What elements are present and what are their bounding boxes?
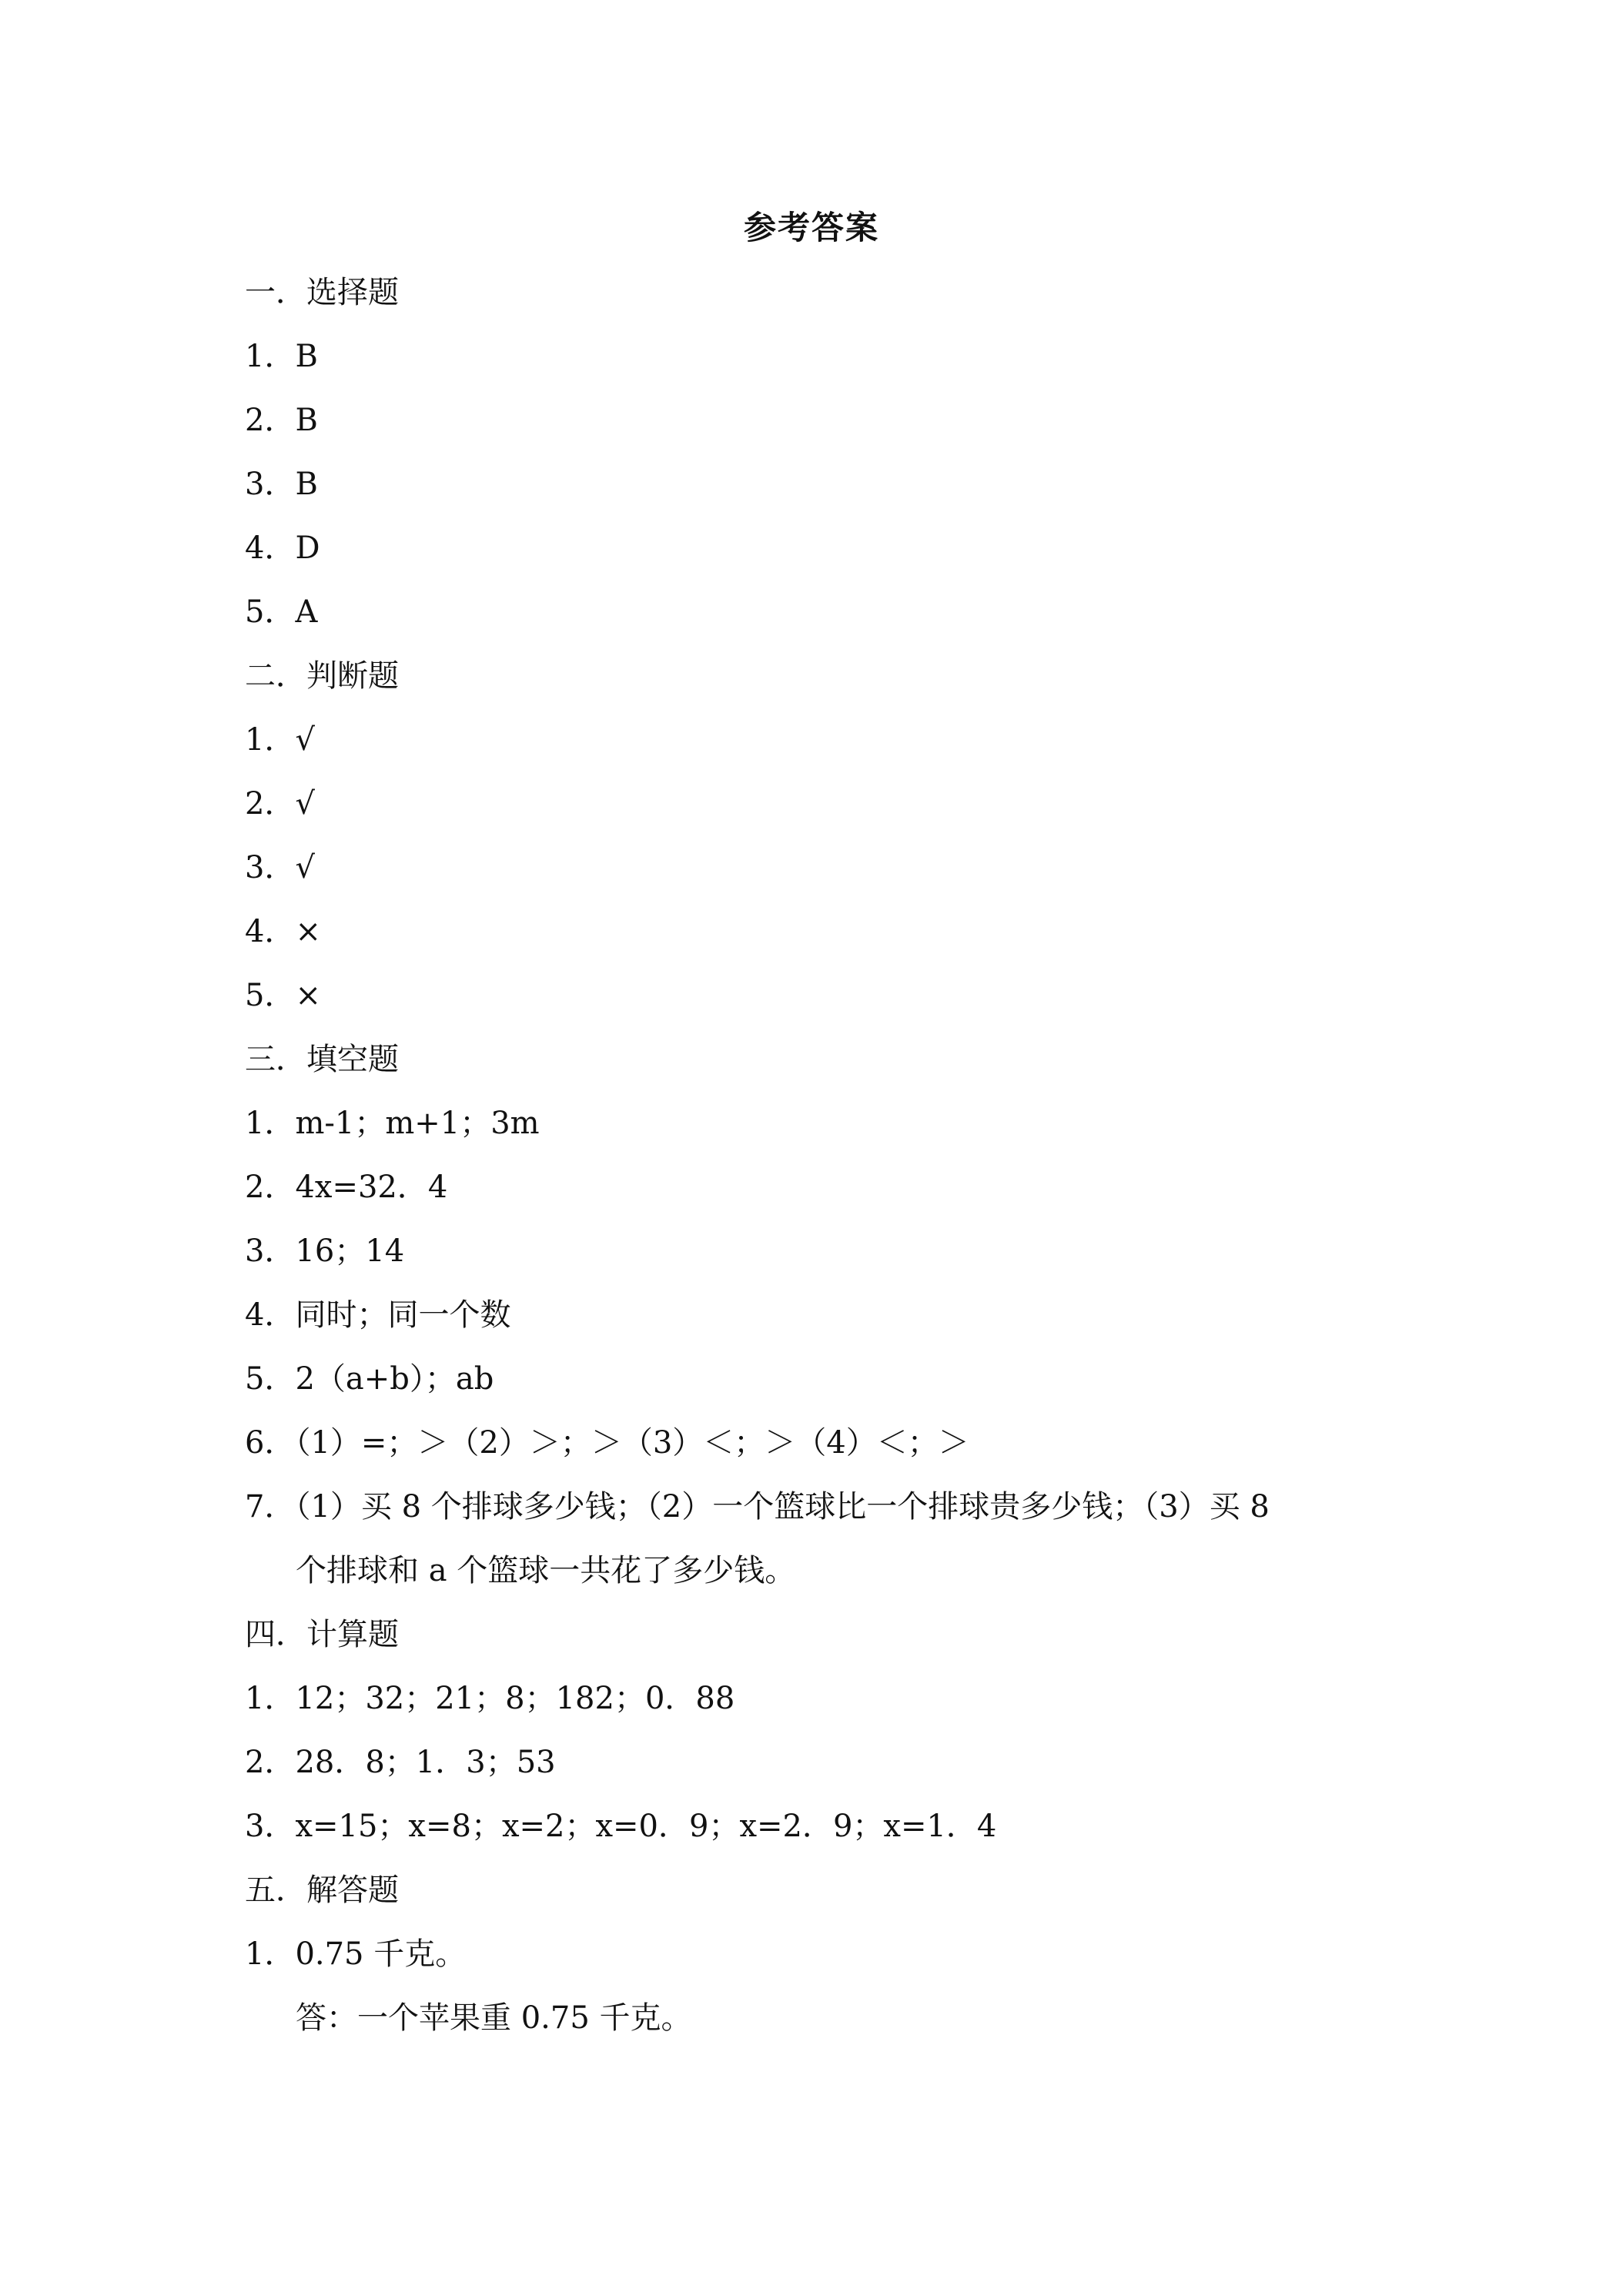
answer-line: 4．D [245, 530, 320, 566]
answer-line: 7．（1）买 8 个排球多少钱；（2）一个篮球比一个排球贵多少钱；（3）买 8 [245, 1489, 1270, 1525]
answer-line: 1．√ [245, 722, 315, 758]
answer-line-continued: 个排球和 a 个篮球一共花了多少钱。 [296, 1553, 796, 1588]
answer-line: 1．m-1；m+1；3m [245, 1106, 540, 1141]
answer-line: 6．（1）=；＞（2）＞；＞（3）＜；＞（4）＜；＞ [245, 1425, 969, 1461]
answer-line: 4．同时；同一个数 [245, 1297, 511, 1333]
answer-line: 2．√ [245, 786, 315, 822]
answer-line: 3．√ [245, 850, 315, 885]
section-heading-judgment: 二．判断题 [245, 658, 399, 694]
section-heading-fill-in: 三．填空题 [245, 1042, 399, 1077]
answer-line: 5．2（a+b）；ab [245, 1361, 494, 1397]
answer-line: 5．× [245, 978, 321, 1013]
answer-line: 2．28．8；1．3；53 [245, 1745, 556, 1780]
section-heading-calculation: 四．计算题 [245, 1617, 399, 1652]
section-heading-solution: 五．解答题 [245, 1873, 399, 1908]
page-title: 参考答案 [743, 209, 879, 246]
answer-line: 2．4x=32．4 [245, 1170, 448, 1205]
section-heading-choice: 一．选择题 [245, 275, 399, 310]
answer-line: 4．× [245, 914, 321, 949]
answer-line: 1．12；32；21；8；182；0．88 [245, 1681, 735, 1716]
answer-line: 3．B [245, 467, 318, 502]
answer-line: 1．B [245, 339, 318, 374]
answer-line: 1．0.75 千克。 [245, 1936, 467, 1972]
answer-line: 3．x=15；x=8；x=2；x=0．9；x=2．9；x=1．4 [245, 1809, 997, 1844]
answer-line: 5．A [245, 594, 318, 630]
answer-line: 3．16；14 [245, 1233, 405, 1269]
answer-line: 2．B [245, 403, 318, 438]
answer-statement: 答：一个苹果重 0.75 千克。 [296, 2000, 692, 2036]
